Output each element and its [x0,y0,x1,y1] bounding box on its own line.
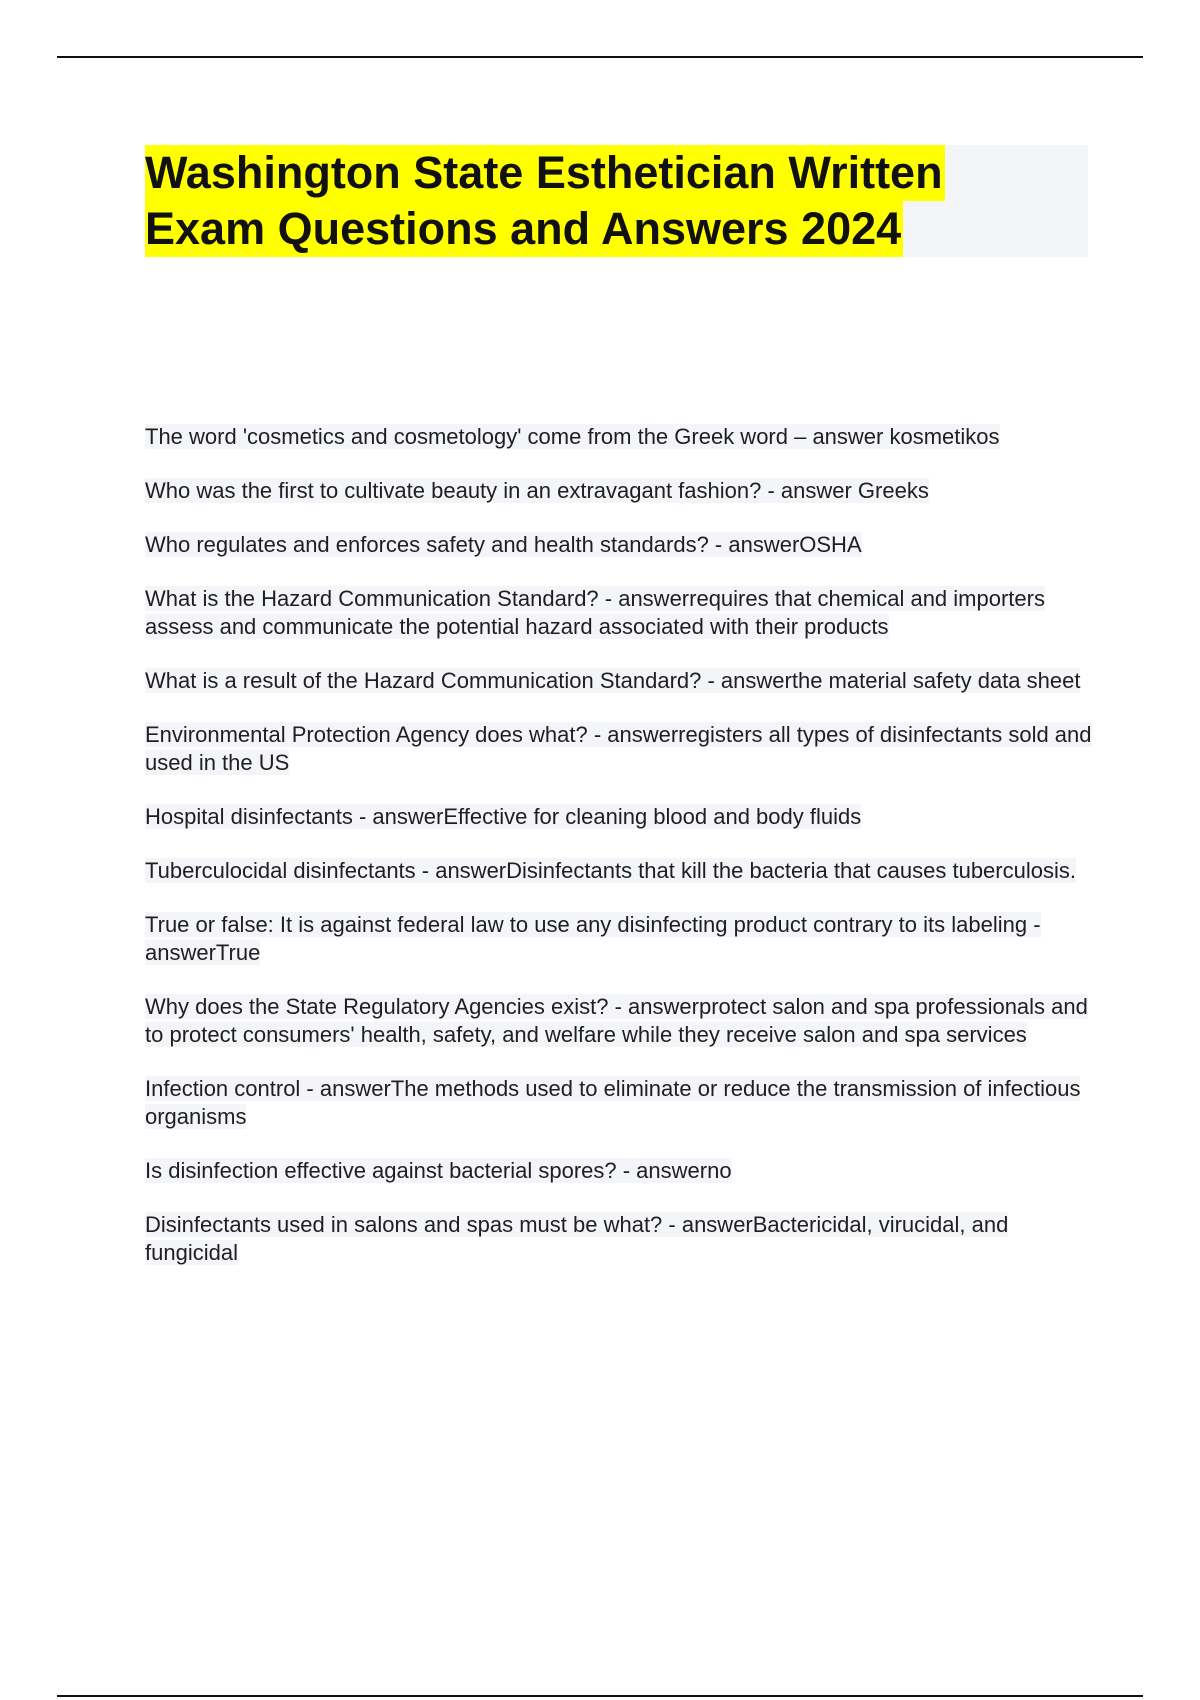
qa-text: Who was the first to cultivate beauty in an extravagant fashion? - answer Greeks [145,478,929,503]
document-title [145,145,1088,257]
qa-item [145,423,1095,451]
qa-text: True or false: It is against federal law to use any disinfecting product contrary to its labeling - answerTrue [145,912,1041,965]
qa-item [145,911,1095,967]
qa-text: What is the Hazard Communication Standard? - answerrequires that chemical and importers assess and communicate the potential hazard associated with their products [145,586,1045,639]
qa-list [145,423,1095,1293]
qa-text: Environmental Protection Agency does what? - answerregisters all types of disinfectants sold and used in the US [145,722,1092,775]
qa-item [145,531,1095,559]
qa-item [145,1157,1095,1185]
qa-text: Is disinfection effective against bacterial spores? - answerno [145,1158,732,1183]
qa-text: Tuberculocidal disinfectants - answerDisinfectants that kill the bacteria that causes tuberculosis. [145,858,1076,883]
title-line-2: Exam Questions and Answers 2024 [145,201,903,257]
qa-text: Disinfectants used in salons and spas must be what? - answerBactericidal, virucidal, and fungicidal [145,1212,1009,1265]
qa-text: Why does the State Regulatory Agencies exist? - answerprotect salon and spa professionals and to protect consumers' health, safety, and welfare while they receive salon and spa services [145,994,1088,1047]
qa-item [145,477,1095,505]
qa-text: What is a result of the Hazard Communication Standard? - answerthe material safety data sheet [145,668,1081,693]
qa-item [145,1075,1095,1131]
qa-text: Infection control - answerThe methods used to eliminate or reduce the transmission of infectious organisms [145,1076,1081,1129]
qa-text: Who regulates and enforces safety and health standards? - answerOSHA [145,532,862,557]
qa-item [145,721,1095,777]
top-rule [57,56,1143,58]
qa-text: The word 'cosmetics and cosmetology' come from the Greek word – answer kosmetikos [145,424,1000,449]
qa-item [145,667,1095,695]
qa-item [145,803,1095,831]
qa-item [145,1211,1095,1267]
qa-item [145,993,1095,1049]
qa-item [145,585,1095,641]
bottom-rule [57,1695,1143,1697]
title-line-1: Washington State Esthetician Written [145,145,945,201]
qa-item [145,857,1095,885]
qa-text: Hospital disinfectants - answerEffective for cleaning blood and body fluids [145,804,862,829]
